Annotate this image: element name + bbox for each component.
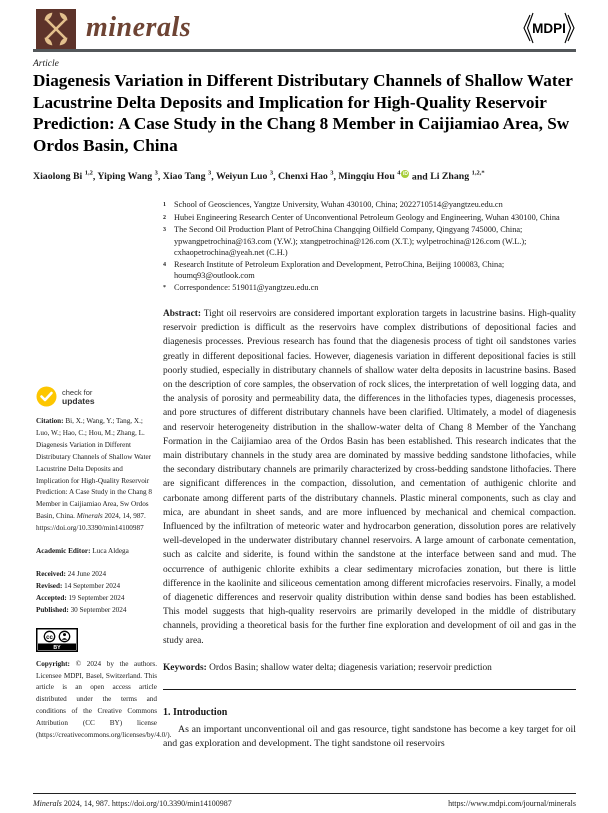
author[interactable]: Li Zhang $^{1,2,*}$ — [430, 170, 485, 183]
minerals-journal-logo[interactable] — [36, 9, 76, 49]
section-heading-introduction: 1. Introduction — [163, 707, 228, 719]
mdpi-wordmark: MDPI — [532, 21, 566, 36]
keywords-divider — [163, 689, 576, 690]
sidebar — [36, 386, 172, 742]
crossmark-check-icon — [36, 386, 57, 407]
citation-journal-name: Minerals — [76, 512, 103, 521]
check-for-updates-badge[interactable] — [36, 386, 157, 407]
orcid-icon[interactable]: iD — [402, 171, 408, 177]
copyright-notice: Copyright: © 2024 by the authors. Licensee MDPI, Basel, Switzerland. This article is an open access article distributed under the terms and conditions of the Creative Commons Attribution (CC BY) license (https://creativecommons.org/licenses/by/4.0/). — [36, 659, 172, 740]
abstract-text: Tight oil reservoirs are considered important exploration targets in lacustrine basins. High-quality reservoir prediction is difficult as the reservoirs have complex distributions of depositional facies and diagenesis processes. Previous research has found that the diagenesis process of tight oil sandstones varies greatly in different depositional facies. However, diagenesis variation in different depositional facies is still poorly studied, especially in distributary channels of shallow water delta deposits in lacustrine basins. Based on the description of core samples, the observation of rock slices, the interpretation of well logging data, and the analysis of porosity and permeability data, the differences in the lithofacies types, diagenesis processes, and pore structures of different distributary channels have been clarified. Ultimately, a model of diagenesis and reservoir heterogeneity distribution in the shallow-water delta of Chang 8 Member of the Yanchang Formation in the Caijiamiao area of the Ordos Basin has been established. This research indicates that the main distributary channels in the study area are dominated by massive bedding sandstone lithofacies, while the secondary distributary channels are primarily characterized by cross-bedding sandstone lithofacies. There are significant differences in the compaction, dissolution, and cementation of authigenic chlorite and carbonate among different parts of the distributary channels. Plastic mineral components, such as clay and mica, are abundant in sheet sands, and are more influenced by mechanical and chemical compaction. Influenced by the infiltration of meteoric water and hydrocarbon generation, dissolution pores are relatively well-developed in the underwater distributary channel reservoirs. A large amount of carbonate cementation, such as calcite and siderite, is found within the sandstone at the interface between sand and mud. The occurrence of authigenic chlorite exhibits a clear sedimentary microfacies zonation, but there is little difference in the kaolinite and siliceous cementation among different microfacies reservoirs. Finally, a model of diagenetic differences and reservoir quality distribution within dense sand bodies has been established. This model suggests that high-quality reservoirs are primarily developed in the middle of distributary channels, providing a theoretical basis for the further fine exploration and development of oil and gas in the study area. — [163, 309, 576, 646]
mdpi-logo[interactable] — [521, 10, 577, 46]
header-rule — [33, 49, 576, 52]
page-title: Diagenesis Variation in Different Distributary Channels of Shallow Water Lacustrine Delta Deposits and Implication for High-Quality Reservoir Prediction: A Case Study in the Chang 8 Member in Caijiamiao Area, Sw Ordos Basin, China — [33, 71, 573, 155]
author[interactable]: Xiao Tang $^3$ — [162, 170, 212, 183]
author[interactable]: Yiping Wang $^3$ — [97, 170, 158, 183]
academic-editor: Academic Editor: Luca Aldega — [36, 547, 129, 556]
footer-rule — [33, 793, 576, 794]
author[interactable]: Chenxi Hao $^3$ — [278, 170, 334, 183]
author[interactable]: Mingqiu Hou $^4$ — [338, 170, 401, 183]
citation-block: Citation: Bi, X.; Wang, Y.; Tang, X.; Luo, W.; Hao, C.; Hou, M.; Zhang, L. Diagenesis Variation in Different Distributary Channels of Shallow Water Lacustrine Delta Deposits and Implication for High-Quality Reservoir Prediction: A Case Study in the Chang 8 Member in Caijiamiao Area, Sw Ordos Basin, China. Minerals 2024, 14, 987. https://doi.org/10.3390/min14100987 — [36, 417, 152, 533]
affiliation-item: 4 Research Institute of Petroleum Exploration and Development, PetroChina, Beijing 100083, China; houmq93@outlook.com — [163, 259, 505, 280]
journal-name: minerals — [86, 12, 192, 43]
by-label: BY — [53, 644, 61, 651]
keywords-label: Keywords: — [163, 662, 207, 673]
keywords — [163, 661, 576, 675]
accepted-date: Accepted: 19 September 2024 — [36, 593, 125, 602]
citation-doi[interactable]: 2024, 14, 987. https://doi.org/10.3390/min14100987 — [36, 512, 146, 533]
received-date: Received: 24 June 2024 — [36, 569, 107, 578]
keywords-text: Ordos Basin; shallow water delta; diagenesis variation; reservoir prediction — [206, 662, 492, 673]
article-type-label: Article — [33, 59, 59, 69]
published-date: Published: 30 September 2024 — [36, 605, 127, 614]
affiliation-item: 3 The Second Oil Production Plant of PetroChina Changqing Oilfield Company, Qingyang 745000, China; ypwangpetrochina@163.com (Y.W.); xtangpetrochina@126.com (X.T.); wylpetrochina@126.com (W.L.); cxhaopetrochina@yeah.net (C.H.) — [163, 225, 527, 257]
correspondence-item: * Correspondence: 519011@yangtzeu.edu.cn — [163, 282, 319, 292]
affiliation-item: 2 Hubei Engineering Research Center of Unconventional Petroleum Geology and Engineering, Wuhan 430100, China — [163, 212, 560, 222]
footer-citation: Minerals 2024, 14, 987. https://doi.org/10.3390/min14100987 — [33, 799, 232, 808]
main-column — [163, 199, 576, 750]
author[interactable]: Xiaolong Bi $^{1,2}$ — [33, 170, 93, 183]
abstract-label: Abstract: — [163, 309, 202, 319]
check-for-updates-label: check for updates — [62, 387, 95, 406]
svg-text:cc: cc — [46, 634, 53, 641]
revised-date: Revised: 14 September 2024 — [36, 581, 121, 590]
affiliation-item: 1 School of Geosciences, Yangtze University, Wuhan 430100, China; 2022710514@yangtzeu.edu.cn — [163, 200, 503, 209]
history-dates — [36, 569, 157, 617]
author[interactable]: Weiyun Luo $^3$ — [215, 170, 274, 183]
crossed-pickaxes-icon — [39, 12, 73, 46]
authors-line: Xiaolong Bi $^{1,2}$, Yiping Wang $^3$, Xiao Tang $^3$, Weiyun Luo $^3$, Chenxi Hao $^3$, Mingqiu Hou $^4$ iD and Li Zhang $^{1,2,*}$ — [33, 170, 485, 183]
introduction-paragraph: As an important unconventional oil and gas resource, tight sandstone has become a key target for oil and gas exploration and development. The tight sandstone oil reservoirs — [163, 724, 576, 749]
abstract — [163, 307, 576, 648]
cc-by-license-badge[interactable] — [36, 628, 78, 652]
footer-journal-url[interactable]: https://www.mdpi.com/journal/minerals — [448, 799, 576, 808]
